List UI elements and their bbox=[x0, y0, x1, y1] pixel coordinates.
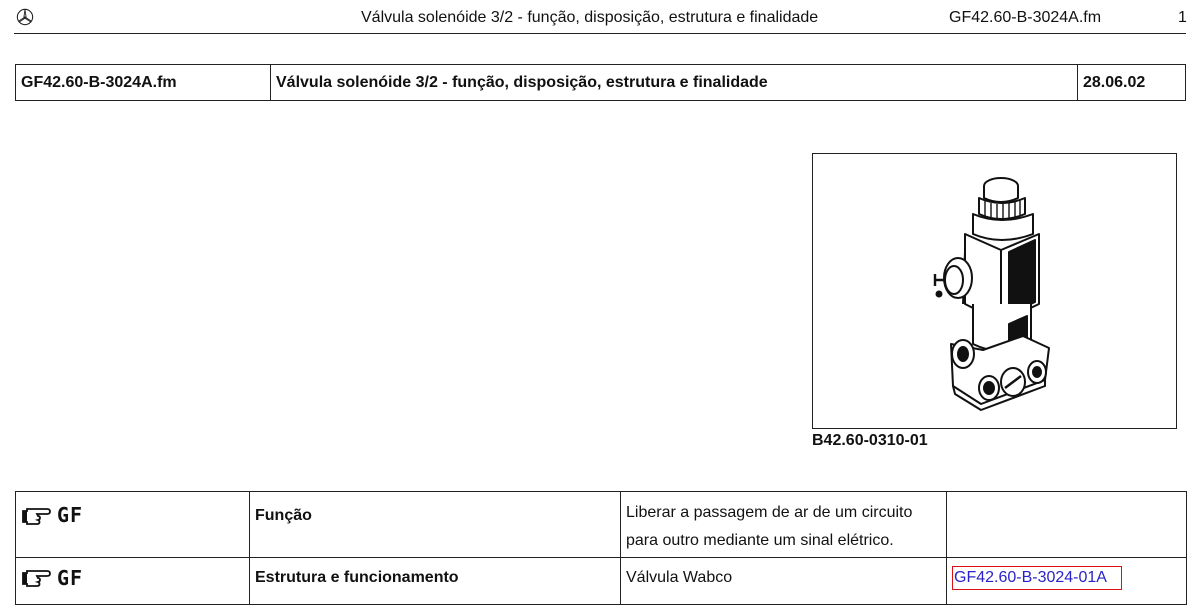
document-info-table bbox=[15, 64, 1186, 101]
gf-marker-cell bbox=[16, 558, 250, 605]
mercedes-star-icon bbox=[16, 8, 34, 26]
gf-tag: GF bbox=[57, 566, 84, 590]
gf-marker-cell bbox=[16, 492, 250, 558]
solenoid-valve-drawing bbox=[813, 154, 1175, 427]
table-row bbox=[16, 558, 1187, 605]
row-link-cell bbox=[947, 558, 1187, 605]
table-row bbox=[16, 492, 1187, 558]
solenoid-valve-illustration bbox=[812, 153, 1177, 429]
figure-caption: B42.60-0310-01 bbox=[812, 432, 928, 449]
gf-tag: GF bbox=[57, 503, 84, 527]
header-title: Válvula solenóide 3/2 - função, disposição, estrutura e finalidade bbox=[361, 9, 819, 26]
doc-date: 28.06.02 bbox=[1083, 73, 1146, 91]
row-label: Função bbox=[250, 492, 621, 558]
row-link-cell bbox=[947, 492, 1187, 558]
page-number: 1 bbox=[1178, 9, 1187, 26]
pointing-hand-icon bbox=[21, 507, 51, 525]
reference-table bbox=[15, 491, 1187, 605]
reference-link[interactable]: GF42.60-B-3024-01A bbox=[952, 566, 1122, 590]
doc-filename: GF42.60-B-3024A.fm bbox=[16, 65, 271, 100]
doc-title: Válvula solenóide 3/2 - função, disposição, estrutura e finalidade bbox=[271, 65, 1078, 100]
row-description: Válvula Wabco bbox=[621, 558, 947, 605]
running-header bbox=[14, 0, 1186, 34]
row-description: Liberar a passagem de ar de um circuito para outro mediante um sinal elétrico. bbox=[621, 492, 947, 558]
header-filename: GF42.60-B-3024A.fm bbox=[949, 9, 1102, 26]
row-label: Estrutura e funcionamento bbox=[250, 558, 621, 605]
pointing-hand-icon bbox=[21, 569, 51, 587]
